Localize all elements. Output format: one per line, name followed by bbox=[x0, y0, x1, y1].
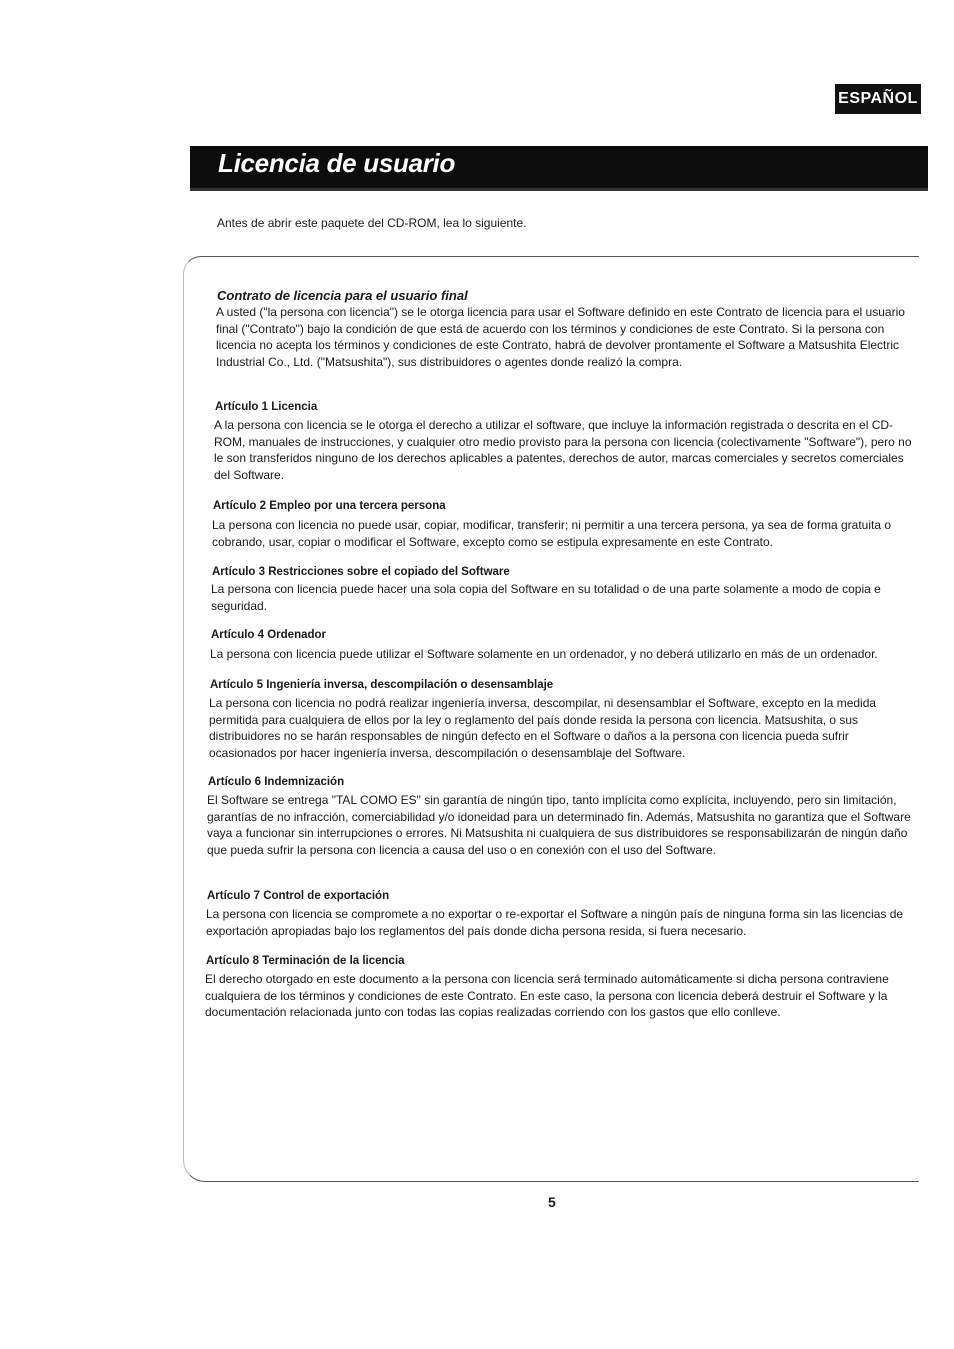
article-8-body: El derecho otorgado en este documento a la persona con licencia será terminado automáticamente si dicha persona contraviene cualquiera de los términos y condiciones de este Contrato. En este caso, la persona con licencia deberá destruir el Software y la documentación relacionada junto con todas las copias realizadas corriendo con los gastos que ello conlleve. bbox=[205, 972, 889, 1019]
title-banner bbox=[190, 146, 928, 191]
article-5-body: La persona con licencia no podrá realizar ingeniería inversa, descompilar, ni desensamblar el Software, excepto en la medida permitida para cualquiera de ellos por la ley o reglamento del país donde resida la persona con licencia. Matsushita, o sus distribuidores no se harán responsables de ningún defecto en el Software o daños a la persona con licencia pueda sufrir ocasionados por hacer ingeniería inversa, descompilación o desensamblaje del Software. bbox=[209, 696, 877, 760]
article-3-body: La persona con licencia puede hacer una sola copia del Software en su totalidad o de una parte solamente a modo de copia e seguridad. bbox=[211, 582, 881, 613]
article-4-body: La persona con licencia puede utilizar el Software solamente en un ordenador, y no deberá utilizarlo en más de un ordenador. bbox=[210, 647, 878, 661]
intro-text: Antes de abrir este paquete del CD-ROM, lea lo siguiente. bbox=[217, 216, 527, 230]
page-title: Licencia de usuario bbox=[218, 148, 456, 178]
article-7-body: La persona con licencia se compromete a no exportar o re-exportar el Software a ningún país de ninguna forma sin las licencias de exportación apropiadas bajo los reglamentos del país donde dicha persona resida, si fuera necesario. bbox=[206, 907, 904, 938]
article-6-body: El Software se entrega "TAL COMO ES" sin garantía de ningún tipo, tanto implícita como explícita, incluyendo, pero sin limitación, garantías de no infracción, comerciabilidad y/o idoneidad para un determinado fin. Además, Matsushita no garantiza que el Software vaya a funcionar sin interrupciones o errores. Ni Matsushita ni cualquiera de sus distribuidores se responsabilizarán de ningún daño que pueda sufrir la persona con licencia a causa del uso o en conexión con el uso del Software. bbox=[207, 793, 911, 857]
article-2-body: La persona con licencia no puede usar, copiar, modificar, transferir; ni permitir a una tercera persona, ya sea de forma gratuita o cobrando, usar, copiar o modificar el Software, excepto como se estipula expresamente en este Contrato. bbox=[212, 518, 892, 549]
article-8-title: Artículo 8 Terminación de la licencia bbox=[206, 955, 405, 967]
article-3-title: Artículo 3 Restricciones sobre el copiado del Software bbox=[212, 566, 510, 578]
article-1-title: Artículo 1 Licencia bbox=[215, 401, 318, 413]
article-2-title: Artículo 2 Empleo por una tercera persona bbox=[213, 500, 446, 512]
article-7-title: Artículo 7 Control de exportación bbox=[207, 890, 390, 902]
article-1-body: A la persona con licencia se le otorga el derecho a utilizar el software, que incluye la información registrada o descrita en el CD-ROM, manuales de instrucciones, y cualquier otro medio provisto para la persona con licencia (colectivamente "Software"), pero no le son transferidos ninguno de los derechos aplicables a patentes, derechos de autor, marcas comerciales y secretos comerciales del Software. bbox=[214, 418, 912, 482]
contract-body: A usted ("la persona con licencia") se le otorga licencia para usar el Software definido en este Contrato de licencia para el usuario final ("Contrato") bajo la condición de que está de acuerdo con los términos y condiciones de este Contrato. Si la persona con licencia no acepta los términos y condiciones de este Contrato, habrá de devolver prontamente el Software a Matsushita Electric Industrial Co., Ltd. ("Matsushita"), sus distribuidores o agentes donde realizó la compra. bbox=[216, 305, 905, 369]
language-badge: ESPAÑOL bbox=[835, 84, 921, 114]
page-number: 5 bbox=[548, 1194, 556, 1210]
contract-title: Contrato de licencia para el usuario final bbox=[217, 288, 468, 303]
article-6-title: Artículo 6 Indemnización bbox=[208, 776, 345, 788]
article-4-title: Artículo 4 Ordenador bbox=[211, 629, 327, 641]
article-5-title: Artículo 5 Ingeniería inversa, descompilación o desensamblaje bbox=[210, 679, 554, 691]
